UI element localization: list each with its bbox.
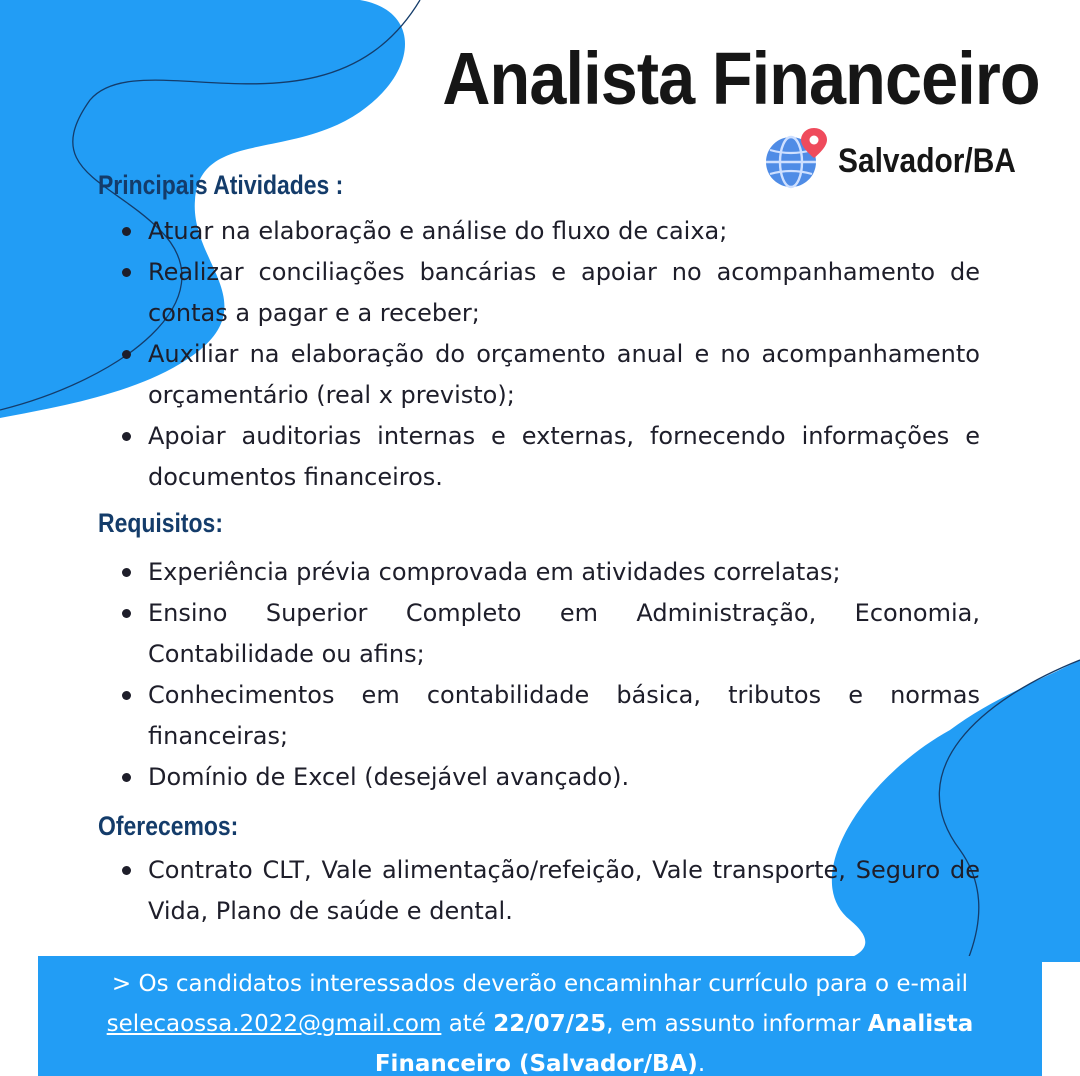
deadline-date: 22/07/25: [493, 1011, 607, 1037]
footer-intro: > Os candidatos interessados deverão encaminhar currículo para o e-mail: [111, 971, 969, 997]
location-label: Salvador/BA: [837, 141, 1016, 180]
list-item: Apoiar auditorias internas e externas, fornecendo informações e documentos financeiros.: [118, 416, 980, 498]
footer-subject-text: , em assunto informar: [606, 1011, 861, 1037]
footer-until: até: [448, 1011, 486, 1037]
footer-text: [38, 956, 1042, 1076]
subject-value: Analista Financeiro (Salvador/BA): [374, 1011, 974, 1076]
footer-end: .: [697, 1051, 706, 1076]
list-item: Conhecimentos em contabilidade básica, tributos e normas financeiras;: [118, 675, 980, 757]
offers-list: [118, 850, 980, 932]
list-item: Realizar conciliações bancárias e apoiar no acompanhamento de contas a pagar e a receber;: [118, 252, 980, 334]
list-item: Auxiliar na elaboração do orçamento anual e no acompanhamento orçamentário (real x previsto);: [118, 334, 980, 416]
list-item: Experiência prévia comprovada em atividades correlatas;: [118, 552, 980, 593]
activities-heading: Principais Atividades :: [98, 170, 344, 200]
requirements-list: [118, 552, 980, 798]
offers-heading: Oferecemos:: [98, 811, 239, 841]
list-item: Domínio de Excel (desejável avançado).: [118, 757, 980, 798]
globe-pin-icon: [764, 128, 828, 194]
list-item: Atuar na elaboração e análise do fluxo de caixa;: [118, 211, 980, 252]
activities-list: [118, 211, 980, 498]
list-item: Ensino Superior Completo em Administração, Economia, Contabilidade ou afins;: [118, 593, 980, 675]
requirements-heading: Requisitos:: [98, 508, 223, 538]
location-row: [764, 128, 1040, 194]
job-title: Analista Financeiro: [442, 37, 1040, 120]
list-item: Contrato CLT, Vale alimentação/refeição, Vale transporte, Seguro de Vida, Plano de saúde e dental.: [118, 850, 980, 932]
email-link[interactable]: selecaossa.2022@gmail.com: [106, 1011, 442, 1037]
footer-banner: [38, 956, 1042, 1076]
